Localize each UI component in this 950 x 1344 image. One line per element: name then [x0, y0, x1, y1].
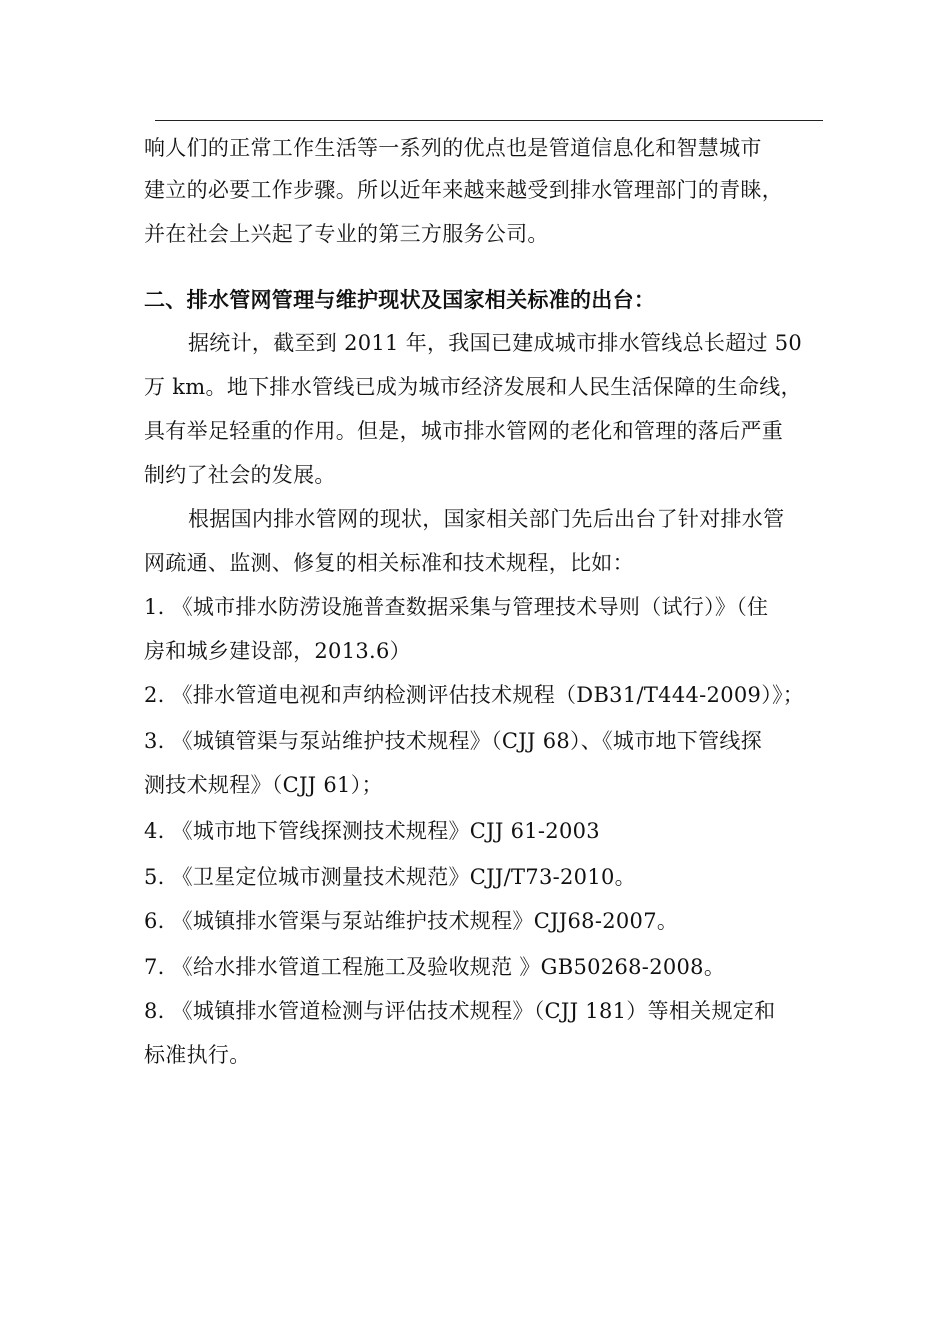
list-item: 测技术规程》（CJJ 61）；	[144, 773, 383, 797]
intro-line: 并在社会上兴起了专业的第三方服务公司。	[144, 222, 549, 246]
paragraph-line: 据统计，截至到 2011 年，我国已建成城市排水管线总长超过 50	[188, 331, 803, 355]
paragraph-line: 具有举足轻重的作用。但是，城市排水管网的老化和管理的落后严重	[144, 419, 783, 443]
paragraph-line: 制约了社会的发展。	[144, 463, 336, 487]
paragraph-line: 万 km。地下排水管线已成为城市经济发展和人民生活保障的生命线，	[144, 375, 802, 399]
list-item: 标准执行。	[144, 1043, 251, 1067]
list-item: 房和城乡建设部，2013.6）	[144, 639, 411, 663]
list-item: 4. 《城市地下管线探测技术规程》CJJ 61-2003	[144, 819, 600, 843]
paragraph-line: 根据国内排水管网的现状，国家相关部门先后出台了针对排水管	[188, 507, 785, 531]
list-item: 6. 《城镇排水管渠与泵站维护技术规程》CJJ68-2007。	[144, 909, 679, 933]
paragraph-line: 网疏通、监测、修复的相关标准和技术规程，比如：	[144, 551, 634, 575]
list-item: 5. 《卫星定位城市测量技术规范》CJJ/T73-2010。	[144, 865, 636, 889]
header-rule	[155, 120, 823, 121]
list-item: 3. 《城镇管渠与泵站维护技术规程》（CJJ 68）、《城市地下管线探	[144, 729, 763, 753]
section-heading: 二、排水管网管理与维护现状及国家相关标准的出台：	[144, 287, 656, 312]
intro-line: 建立的必要工作步骤。所以近年来越来越受到排水管理部门的青睐，	[144, 178, 783, 202]
list-item: 2. 《排水管道电视和声纳检测评估技术规程（DB31/T444-2009）》；	[144, 683, 805, 707]
list-item: 7. 《给水排水管道工程施工及验收规范 》GB50268-2008。	[144, 955, 726, 979]
list-item: 1. 《城市排水防涝设施普查数据采集与管理技术导则（试行）》（住	[144, 595, 769, 619]
list-item: 8. 《城镇排水管道检测与评估技术规程》（CJJ 181）等相关规定和	[144, 999, 776, 1023]
intro-line: 响人们的正常工作生活等一系列的优点也是管道信息化和智慧城市	[144, 136, 762, 160]
